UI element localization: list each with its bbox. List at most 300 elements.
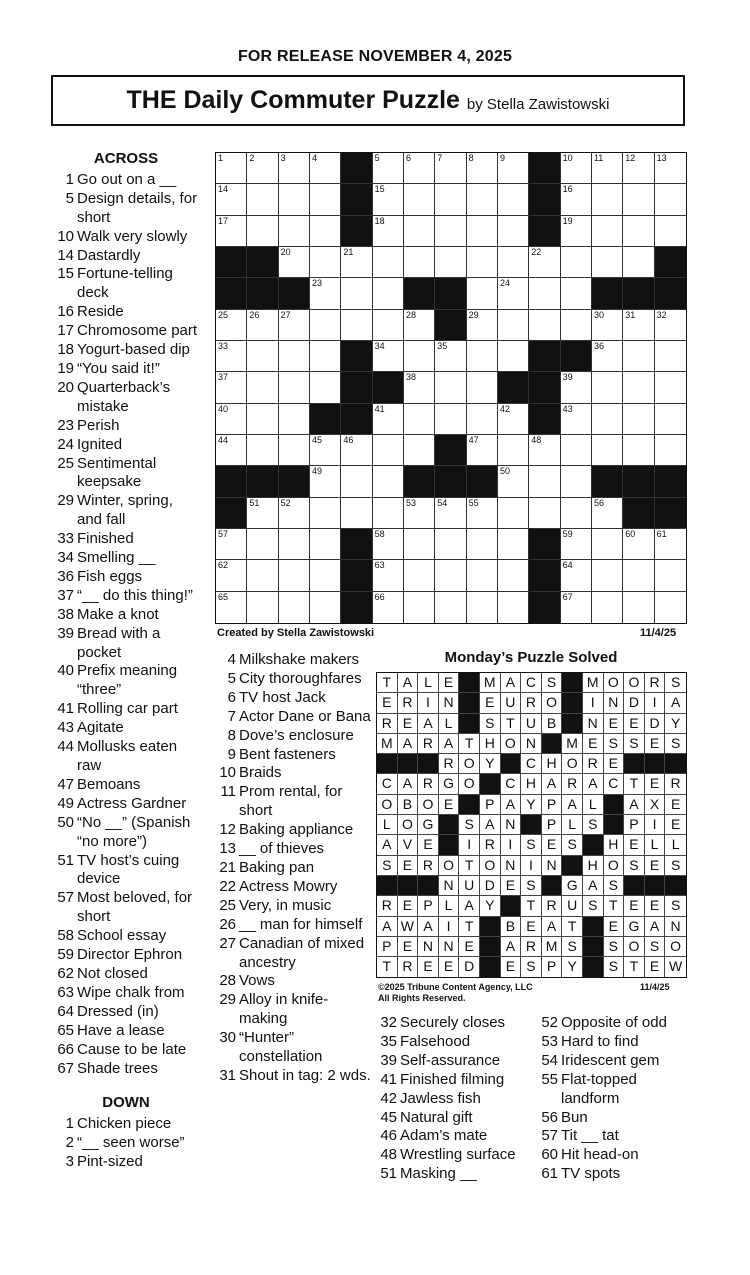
- grid-black-square: [623, 466, 654, 497]
- grid-cell[interactable]: [623, 341, 654, 372]
- grid-cell[interactable]: [623, 247, 654, 278]
- grid-cell[interactable]: [529, 247, 560, 278]
- grid-cell[interactable]: [655, 372, 686, 403]
- solution-black-square: [562, 856, 583, 876]
- grid-cell[interactable]: [623, 404, 654, 435]
- grid-cell-number: 56: [593, 497, 604, 508]
- grid-cell[interactable]: [623, 153, 654, 184]
- grid-cell-number: 23: [311, 278, 322, 289]
- grid-cell[interactable]: [561, 278, 592, 309]
- grid-cell-number: 35: [437, 340, 448, 351]
- down-clue-22: [214, 878, 372, 897]
- solution-letter: A: [501, 673, 522, 693]
- grid-cell[interactable]: [247, 153, 278, 184]
- solution-letter: R: [562, 774, 583, 794]
- grid-cell[interactable]: [216, 560, 247, 591]
- grid-cell[interactable]: [279, 404, 310, 435]
- grid-cell[interactable]: [435, 247, 466, 278]
- solution-letter: C: [377, 774, 398, 794]
- solution-letter: N: [521, 734, 542, 754]
- grid-cell[interactable]: [592, 341, 623, 372]
- clue-number: 46: [380, 1127, 397, 1145]
- grid-cell[interactable]: [310, 310, 341, 341]
- grid-cell[interactable]: [341, 466, 372, 497]
- across-clue-63: [52, 984, 200, 1003]
- clue-text: Canadian of mixed ancestry: [239, 934, 365, 971]
- grid-cell[interactable]: [561, 372, 592, 403]
- grid-cell-number: 11: [593, 153, 604, 163]
- grid-cell[interactable]: [623, 184, 654, 215]
- clue-number: 17: [57, 322, 74, 340]
- grid-cell[interactable]: [467, 184, 498, 215]
- grid-cell[interactable]: [467, 498, 498, 529]
- grid-cell[interactable]: [247, 498, 278, 529]
- grid-cell-number: 7: [437, 153, 443, 163]
- across-clue-47: [52, 776, 200, 795]
- grid-cell[interactable]: [467, 310, 498, 341]
- grid-cell[interactable]: [216, 216, 247, 247]
- copyright-line-1: ©2025 Tribune Content Agency, LLC: [378, 982, 533, 992]
- grid-cell-number: 5: [374, 153, 380, 163]
- grid-cell[interactable]: [247, 435, 278, 466]
- solution-letter: E: [377, 693, 398, 713]
- grid-cell[interactable]: [467, 529, 498, 560]
- grid-cell[interactable]: [279, 529, 310, 560]
- clue-text: Fortune-telling deck: [77, 265, 173, 302]
- grid-cell[interactable]: [592, 404, 623, 435]
- grid-cell[interactable]: [247, 404, 278, 435]
- clue-number: 37: [57, 586, 74, 604]
- grid-cell[interactable]: [247, 216, 278, 247]
- solution-letter: S: [604, 734, 625, 754]
- grid-cell[interactable]: [592, 529, 623, 560]
- grid-cell[interactable]: [310, 435, 341, 466]
- solution-letter: A: [562, 795, 583, 815]
- grid-cell[interactable]: [341, 278, 372, 309]
- solution-letter: S: [521, 957, 542, 977]
- grid-cell[interactable]: [279, 592, 310, 623]
- grid-cell-number: 48: [531, 434, 542, 445]
- down-clue-3: [52, 1153, 200, 1172]
- grid-cell[interactable]: [561, 247, 592, 278]
- solution-letter: N: [439, 693, 460, 713]
- grid-cell[interactable]: [561, 498, 592, 529]
- clue-number: 10: [219, 764, 236, 782]
- grid-cell[interactable]: [247, 560, 278, 591]
- grid-cell[interactable]: [216, 341, 247, 372]
- solution-black-square: [542, 734, 563, 754]
- clue-text: Fish eggs: [77, 567, 143, 585]
- grid-cell[interactable]: [435, 153, 466, 184]
- grid-cell[interactable]: [467, 372, 498, 403]
- grid-cell[interactable]: [561, 216, 592, 247]
- grid-cell[interactable]: [404, 247, 435, 278]
- grid-cell[interactable]: [561, 310, 592, 341]
- grid-cell[interactable]: [655, 560, 686, 591]
- grid-cell[interactable]: [467, 278, 498, 309]
- grid-cell[interactable]: [373, 498, 404, 529]
- grid-cell[interactable]: [310, 153, 341, 184]
- clue-number: 29: [219, 991, 236, 1009]
- grid-cell[interactable]: [498, 404, 529, 435]
- grid-cell[interactable]: [310, 529, 341, 560]
- grid-black-square: [341, 184, 372, 215]
- grid-cell[interactable]: [498, 592, 529, 623]
- grid-cell[interactable]: [310, 592, 341, 623]
- grid-cell[interactable]: [216, 435, 247, 466]
- grid-cell[interactable]: [623, 592, 654, 623]
- grid-cell[interactable]: [216, 310, 247, 341]
- grid-cell[interactable]: [655, 404, 686, 435]
- grid-cell[interactable]: [498, 278, 529, 309]
- solution-letter: S: [604, 937, 625, 957]
- grid-black-square: [623, 498, 654, 529]
- solution-black-square: [439, 815, 460, 835]
- grid-cell[interactable]: [404, 529, 435, 560]
- grid-cell[interactable]: [592, 247, 623, 278]
- clue-text: Masking __: [400, 1165, 477, 1183]
- grid-cell[interactable]: [373, 341, 404, 372]
- down-header: DOWN: [102, 1094, 150, 1112]
- grid-cell[interactable]: [247, 310, 278, 341]
- grid-black-square: [247, 466, 278, 497]
- grid-cell[interactable]: [216, 529, 247, 560]
- grid-cell[interactable]: [498, 153, 529, 184]
- grid-cell[interactable]: [310, 216, 341, 247]
- clue-number: 4: [227, 651, 236, 668]
- grid-cell[interactable]: [467, 404, 498, 435]
- down-clue-60: [536, 1146, 686, 1165]
- solution-letter: G: [562, 876, 583, 896]
- solution-letter: U: [562, 896, 583, 916]
- down-clue-53: [536, 1033, 686, 1052]
- grid-cell[interactable]: [592, 435, 623, 466]
- solution-letter: L: [418, 673, 439, 693]
- grid-cell[interactable]: [561, 404, 592, 435]
- grid-cell-number: 34: [374, 340, 385, 351]
- grid-cell[interactable]: [467, 216, 498, 247]
- grid-cell[interactable]: [404, 404, 435, 435]
- grid-cell[interactable]: [467, 247, 498, 278]
- grid-cell[interactable]: [655, 216, 686, 247]
- grid-cell[interactable]: [435, 372, 466, 403]
- grid-cell[interactable]: [310, 466, 341, 497]
- solution-letter: X: [645, 795, 666, 815]
- grid-cell[interactable]: [498, 560, 529, 591]
- grid-cell[interactable]: [279, 372, 310, 403]
- grid-cell[interactable]: [216, 404, 247, 435]
- clue-number: 51: [57, 851, 74, 869]
- copyright-date: 11/4/25: [640, 982, 670, 992]
- solution-letter: S: [583, 896, 604, 916]
- down-clue-32: [375, 1014, 535, 1033]
- grid-black-square: [655, 498, 686, 529]
- solution-letter: A: [542, 917, 563, 937]
- clue-text: Chromosome part: [77, 322, 198, 340]
- grid-cell[interactable]: [404, 341, 435, 372]
- grid-cell[interactable]: [592, 372, 623, 403]
- grid-black-square: [279, 466, 310, 497]
- solution-letter: E: [480, 693, 501, 713]
- clue-text: Vows: [239, 972, 275, 990]
- grid-cell[interactable]: [216, 184, 247, 215]
- grid-cell[interactable]: [341, 498, 372, 529]
- grid-cell[interactable]: [467, 341, 498, 372]
- grid-cell[interactable]: [310, 247, 341, 278]
- grid-cell[interactable]: [310, 278, 341, 309]
- solution-letter: R: [398, 957, 419, 977]
- grid-cell-number: 29: [468, 309, 479, 320]
- grid-cell[interactable]: [279, 216, 310, 247]
- solution-letter: N: [542, 856, 563, 876]
- clue-number: 49: [57, 794, 74, 812]
- clue-text: Have a lease: [77, 1021, 165, 1039]
- grid-cell[interactable]: [655, 529, 686, 560]
- solution-letter: R: [480, 835, 501, 855]
- grid-black-square: [247, 247, 278, 278]
- grid-cell[interactable]: [623, 216, 654, 247]
- grid-cell[interactable]: [404, 498, 435, 529]
- solution-letter: E: [645, 856, 666, 876]
- grid-cell[interactable]: [279, 435, 310, 466]
- down-clue-12: [214, 821, 372, 840]
- grid-cell[interactable]: [498, 310, 529, 341]
- solution-black-square: [418, 754, 439, 774]
- clue-text: “No __” (Spanish “no more”): [77, 813, 191, 850]
- clue-number: 6: [227, 688, 236, 706]
- grid-cell[interactable]: [435, 529, 466, 560]
- solution-letter: E: [439, 673, 460, 693]
- grid-cell[interactable]: [529, 466, 560, 497]
- grid-cell[interactable]: [247, 341, 278, 372]
- solution-letter: A: [501, 795, 522, 815]
- clue-text: Prom rental, for short: [239, 783, 343, 820]
- grid-cell[interactable]: [623, 435, 654, 466]
- clue-number: 20: [57, 378, 74, 396]
- grid-cell[interactable]: [655, 310, 686, 341]
- grid-cell[interactable]: [498, 435, 529, 466]
- grid-cell[interactable]: [529, 278, 560, 309]
- grid-cell[interactable]: [435, 592, 466, 623]
- grid-cell[interactable]: [404, 372, 435, 403]
- grid-cell[interactable]: [561, 435, 592, 466]
- grid-cell[interactable]: [404, 184, 435, 215]
- grid-cell[interactable]: [404, 153, 435, 184]
- grid-cell[interactable]: [561, 466, 592, 497]
- grid-cell[interactable]: [592, 184, 623, 215]
- clue-text: Baking appliance: [239, 821, 354, 839]
- solution-letter: R: [439, 754, 460, 774]
- solution-letter: O: [604, 856, 625, 876]
- grid-cell[interactable]: [467, 435, 498, 466]
- grid-cell[interactable]: [655, 153, 686, 184]
- grid-cell-number: 27: [280, 309, 291, 320]
- grid-cell[interactable]: [373, 247, 404, 278]
- grid-cell[interactable]: [435, 341, 466, 372]
- solution-letter: S: [562, 835, 583, 855]
- grid-cell[interactable]: [373, 560, 404, 591]
- grid-cell[interactable]: [498, 216, 529, 247]
- grid-cell[interactable]: [623, 310, 654, 341]
- grid-cell[interactable]: [310, 341, 341, 372]
- grid-cell[interactable]: [373, 278, 404, 309]
- grid-cell[interactable]: [561, 153, 592, 184]
- grid-cell[interactable]: [435, 498, 466, 529]
- grid-cell[interactable]: [592, 216, 623, 247]
- grid-cell[interactable]: [655, 592, 686, 623]
- grid-cell[interactable]: [404, 560, 435, 591]
- grid-cell[interactable]: [529, 498, 560, 529]
- clue-number: 41: [57, 700, 74, 718]
- grid-cell[interactable]: [592, 498, 623, 529]
- clue-text: Actress Mowry: [239, 877, 338, 895]
- down-clue-7: [214, 708, 372, 727]
- grid-cell[interactable]: [561, 560, 592, 591]
- grid-cell[interactable]: [373, 153, 404, 184]
- grid-cell[interactable]: [310, 560, 341, 591]
- solution-letter: O: [604, 673, 625, 693]
- solution-letter: G: [418, 815, 439, 835]
- grid-cell[interactable]: [498, 466, 529, 497]
- grid-cell[interactable]: [623, 372, 654, 403]
- grid-cell[interactable]: [341, 247, 372, 278]
- grid-cell[interactable]: [623, 529, 654, 560]
- grid-cell-number: 53: [405, 497, 416, 508]
- grid-cell[interactable]: [373, 216, 404, 247]
- grid-cell[interactable]: [279, 341, 310, 372]
- solution-letter: R: [583, 754, 604, 774]
- solution-letter: S: [521, 835, 542, 855]
- grid-cell[interactable]: [373, 184, 404, 215]
- grid-cell-number: 4: [311, 153, 317, 163]
- solution-letter: E: [583, 734, 604, 754]
- grid-cell[interactable]: [435, 404, 466, 435]
- grid-cell[interactable]: [561, 184, 592, 215]
- solution-letter: W: [398, 917, 419, 937]
- grid-cell[interactable]: [529, 435, 560, 466]
- clue-text: Braids: [239, 764, 282, 782]
- clue-number: 57: [57, 889, 74, 907]
- grid-cell[interactable]: [247, 592, 278, 623]
- clue-text: “__ seen worse”: [77, 1134, 185, 1152]
- grid-cell[interactable]: [404, 435, 435, 466]
- grid-cell[interactable]: [529, 310, 560, 341]
- grid-black-square: [529, 592, 560, 623]
- grid-cell[interactable]: [592, 560, 623, 591]
- grid-cell[interactable]: [373, 310, 404, 341]
- clue-text: Bun: [561, 1108, 588, 1126]
- grid-cell[interactable]: [592, 592, 623, 623]
- grid-cell[interactable]: [279, 153, 310, 184]
- clue-number: 5: [227, 669, 236, 687]
- grid-cell[interactable]: [341, 310, 372, 341]
- grid-cell[interactable]: [310, 498, 341, 529]
- solution-letter: A: [583, 876, 604, 896]
- down-clue-25: [214, 897, 372, 916]
- grid-cell[interactable]: [247, 529, 278, 560]
- grid-cell[interactable]: [498, 498, 529, 529]
- across-clue-14: [52, 247, 200, 266]
- copyright: [378, 982, 533, 1004]
- grid-cell[interactable]: [467, 560, 498, 591]
- grid-cell[interactable]: [435, 184, 466, 215]
- grid-cell[interactable]: [373, 404, 404, 435]
- solution-letter: R: [418, 856, 439, 876]
- grid-cell[interactable]: [341, 435, 372, 466]
- grid-cell[interactable]: [373, 466, 404, 497]
- grid-cell-number: 42: [499, 403, 510, 414]
- grid-cell[interactable]: [592, 153, 623, 184]
- grid-cell[interactable]: [216, 372, 247, 403]
- across-clue-16: [52, 303, 200, 322]
- grid-cell[interactable]: [279, 247, 310, 278]
- grid-cell-number: 43: [562, 403, 573, 414]
- grid-cell[interactable]: [404, 216, 435, 247]
- grid-cell[interactable]: [216, 592, 247, 623]
- grid-cell[interactable]: [623, 560, 654, 591]
- solution-letter: E: [418, 835, 439, 855]
- down-clue-51: [375, 1165, 535, 1184]
- solution-letter: M: [480, 673, 501, 693]
- grid-cell[interactable]: [373, 592, 404, 623]
- clue-text: Opposite of odd: [561, 1014, 667, 1031]
- grid-cell[interactable]: [561, 592, 592, 623]
- grid-cell[interactable]: [373, 529, 404, 560]
- grid-cell[interactable]: [373, 435, 404, 466]
- grid-cell[interactable]: [404, 592, 435, 623]
- grid-cell[interactable]: [655, 435, 686, 466]
- grid-cell[interactable]: [655, 341, 686, 372]
- grid-cell[interactable]: [498, 341, 529, 372]
- grid-cell[interactable]: [467, 592, 498, 623]
- solution-letter: S: [542, 673, 563, 693]
- grid-cell[interactable]: [279, 310, 310, 341]
- grid-cell[interactable]: [435, 216, 466, 247]
- across-clue-39: [52, 625, 200, 663]
- grid-cell-number: 44: [218, 434, 229, 445]
- down-clue-1: [52, 1115, 200, 1134]
- grid-cell[interactable]: [498, 247, 529, 278]
- solution-letter: U: [521, 714, 542, 734]
- grid-cell[interactable]: [561, 529, 592, 560]
- across-clue-38: [52, 606, 200, 625]
- grid-cell[interactable]: [498, 529, 529, 560]
- grid-cell[interactable]: [279, 184, 310, 215]
- grid-cell[interactable]: [247, 184, 278, 215]
- grid-cell[interactable]: [404, 310, 435, 341]
- clue-number: 9: [227, 745, 236, 763]
- solution-letter: H: [542, 754, 563, 774]
- grid-cell[interactable]: [655, 184, 686, 215]
- solution-letter: A: [398, 774, 419, 794]
- clue-text: Finished: [77, 530, 134, 548]
- grid-cell[interactable]: [467, 153, 498, 184]
- grid-cell[interactable]: [216, 153, 247, 184]
- grid-cell[interactable]: [247, 372, 278, 403]
- grid-cell[interactable]: [435, 560, 466, 591]
- grid-cell[interactable]: [310, 184, 341, 215]
- grid-cell[interactable]: [310, 372, 341, 403]
- grid-cell[interactable]: [498, 184, 529, 215]
- solution-letter: R: [418, 774, 439, 794]
- solution-black-square: [665, 754, 686, 774]
- grid-cell[interactable]: [279, 560, 310, 591]
- solution-letter: E: [521, 917, 542, 937]
- across-clue-33: [52, 530, 200, 549]
- grid-cell[interactable]: [592, 310, 623, 341]
- grid-cell[interactable]: [279, 498, 310, 529]
- clue-text: __ of thieves: [239, 840, 325, 858]
